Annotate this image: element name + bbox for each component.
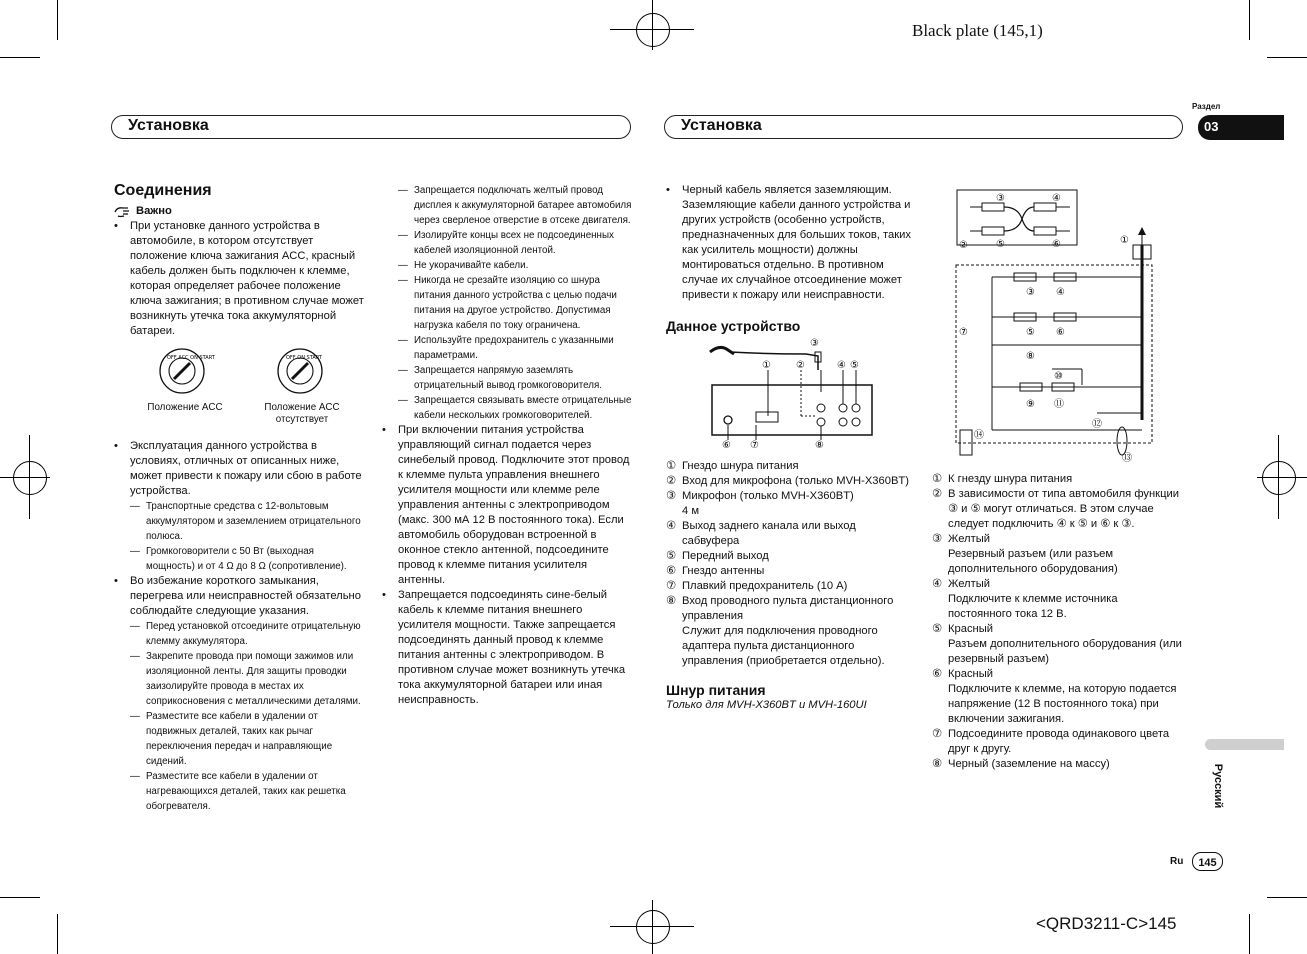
bullet-item: • При включении питания устройства управляющий сигнал подается через синебелый провод. Подключите этот провод к клемме пульта управления внешнего усилителя мощности или клемме реле управления антенны с электроприводом (макс. 300 мА 12 В постоянного тока). Если автомобиль оборудован встроенной в оконное стекло антенной, подсоедините провод к клемме питания усилителя антенны. xyxy=(382,424,630,586)
callout: ⑦ xyxy=(750,440,759,451)
column-4 xyxy=(932,472,1182,772)
crop-mark xyxy=(610,926,694,927)
registration-mark xyxy=(1262,461,1296,495)
callout: ⑨ xyxy=(1026,399,1035,410)
callout: ③ xyxy=(996,193,1005,204)
list-item: ⑧ Вход проводного пульта дистанционного управления xyxy=(666,595,894,622)
unit-item-list xyxy=(666,459,916,669)
bullet-item: • Эксплуатация данного устройства в условиях, отличных от описанных ниже, может привести к пожару или сбою в работе устройства. xyxy=(114,440,362,497)
unit-title: Данное устройство xyxy=(666,318,801,334)
list-item: ① Гнездо шнура питания xyxy=(666,460,799,472)
callout: ③ xyxy=(810,338,819,349)
page-number-badge xyxy=(1192,852,1223,871)
list-item: ④ Выход заднего канала или выход сабвуфера xyxy=(666,520,856,547)
crop-mark xyxy=(57,914,58,954)
connections-title: Соединения xyxy=(114,182,212,199)
language-tab-bar xyxy=(1205,739,1284,750)
list-item: ① К гнезду шнура питания xyxy=(932,473,1073,485)
list-item-note: Разъем дополнительного оборудования (или резервный разъем) xyxy=(948,638,1182,665)
callout: ⑧ xyxy=(815,440,824,451)
power-cord-note: Только для MVH-X360BT и MVH-160UI xyxy=(666,699,867,711)
list-item: ⑦ Подсоедините провода одинакового цвета друг к другу. xyxy=(932,728,1170,755)
callout: ⑫ xyxy=(1092,419,1102,430)
header-right-title: Установка xyxy=(681,117,762,134)
dash-item: — Закрепите провода при помощи зажимов или изоляционной ленты. Для защиты проводки заизолируйте провода в местах их соприкосновения с металлическими деталями. xyxy=(130,651,361,707)
callout: ① xyxy=(762,360,771,371)
list-item-note: Служит для подключения проводного адаптера пульта дистанционного управления (приобретается отдельно). xyxy=(682,625,885,667)
ignition-no-acc-icon xyxy=(276,347,324,395)
ignition-images xyxy=(114,347,364,439)
callout: ④ xyxy=(1052,193,1061,204)
list-item: ③ Микрофон (только MVH-X360BT) xyxy=(666,490,854,502)
list-item: ⑤ Красный xyxy=(932,623,994,635)
important-note: Важно xyxy=(114,204,364,219)
callout: ⑤ xyxy=(1026,327,1035,338)
callout: ⑥ xyxy=(1052,239,1061,250)
bullet-item: • Запрещается подсоединять сине-белый кабель к клемме питания внешнего усилителя мощности. Также запрещается подсоединять данный провод к клемме питания антенны с электроприводом. В противном случае может возникнуть утечка тока аккумуляторной батареи или иная неисправность. xyxy=(382,589,626,706)
header-right xyxy=(664,115,1183,139)
callout: ⑤ xyxy=(996,239,1005,250)
list-item: ② Вход для микрофона (только MVH-X360BT) xyxy=(666,475,909,487)
bullet-item: • Во избежание короткого замыкания, перегрева или неисправностей обязательно соблюдайте следующие указания. xyxy=(114,575,361,617)
section-label: Раздел xyxy=(1192,102,1221,111)
callout: ④ xyxy=(837,360,846,371)
column-3 xyxy=(666,183,916,713)
bullet-item: • Черный кабель является заземляющим. Заземляющие кабели данного устройства и других устройств (особенно устройств, предназначенных для больших токов, таких как усилитель мощности) должны монтироваться отдельно. В противном случае их случайное отсоединение может привести к пожару или неисправности. xyxy=(666,184,911,301)
list-item: ⑦ Плавкий предохранитель (10 А) xyxy=(666,580,848,592)
crop-mark xyxy=(1267,57,1307,58)
column-1 xyxy=(114,183,364,814)
list-item-note: Резервный разъем (или разъем дополнительного оборудования) xyxy=(948,548,1118,575)
section-number-tab xyxy=(1198,115,1284,140)
page-lang: Ru xyxy=(1170,856,1184,867)
list-item: ⑥ Гнездо антенны xyxy=(666,565,765,577)
header-left xyxy=(111,115,631,139)
callout: ② xyxy=(796,360,805,371)
crop-mark xyxy=(610,29,694,30)
list-item: ⑥ Красный xyxy=(932,668,994,680)
callout: ③ xyxy=(1026,287,1035,298)
crop-mark xyxy=(0,57,40,58)
caption-acc: Положение ACC xyxy=(147,402,223,413)
crop-mark xyxy=(1249,914,1250,954)
caption-no-acc: Положение ACC отсутствует xyxy=(264,402,340,425)
dash-item: — Изолируйте концы всех не подсоединенных кабелей изоляционной лентой. xyxy=(398,230,614,256)
crop-mark xyxy=(0,897,40,898)
callout: ⑬ xyxy=(1122,453,1132,464)
callout: ⑤ xyxy=(850,360,859,371)
dash-item: — Транспортные средства с 12-вольтовым аккумулятором и заземлением отрицательного полюса. xyxy=(130,501,361,542)
list-item-note: 4 м xyxy=(682,505,700,517)
svg-text:OFF ON START: OFF ON START xyxy=(286,355,322,361)
list-item: ③ Желтый xyxy=(932,533,990,545)
hand-icon xyxy=(114,206,132,218)
dash-item: — Перед установкой отсоедините отрицательную клемму аккумулятора. xyxy=(130,621,361,647)
svg-text:OFF ACC ON START: OFF ACC ON START xyxy=(167,355,215,361)
list-item: ⑧ Черный (заземление на массу) xyxy=(932,758,1110,770)
dash-item: — Разместите все кабели в удалении от нагревающихся деталей, таких как решетка обогревателя. xyxy=(130,771,346,812)
callout: ④ xyxy=(1056,287,1065,298)
list-item-note: Подключите к клемме источника постоянного тока 12 В. xyxy=(948,593,1118,620)
header-left-title: Установка xyxy=(128,117,209,134)
callout: ⑥ xyxy=(722,440,731,451)
column-2 xyxy=(382,183,632,708)
callout: ⑧ xyxy=(1026,351,1035,362)
callout: ⑭ xyxy=(974,430,984,441)
dash-item: — Разместите все кабели в удалении от подвижных деталей, таких как рычаг переключения передач и направляющие сидений. xyxy=(130,711,333,767)
ignition-acc-icon xyxy=(158,347,215,395)
callout: ⑩ xyxy=(1054,371,1063,382)
power-cord-diagram xyxy=(952,185,1162,465)
callout: ⑥ xyxy=(1056,327,1065,338)
callout: ⑪ xyxy=(1054,399,1064,410)
bullet-item: • При установке данного устройства в автомобиле, в котором отсутствует положение ключа зажигания ACC, красный кабель должен быть подключен к клемме, которая определяет рабочее положение ключа зажигания; в противном случае может возникнуть утечка тока аккумуляторной батареи. xyxy=(114,220,364,337)
dash-item: — Запрещается подключать желтый провод дисплея к аккумуляторной батарее автомобиля через сверленое отверстие в отсеке двигателя. xyxy=(398,185,632,226)
side-language-label: Русский xyxy=(1212,763,1224,809)
dash-item: — Запрещается напрямую заземлять отрицательный вывод громкоговорителя. xyxy=(398,365,603,391)
power-cord-title: Шнур питания xyxy=(666,682,766,698)
callout: ① xyxy=(1120,235,1129,246)
registration-mark xyxy=(636,13,670,47)
dash-item: — Громкоговорители с 50 Вт (выходная мощность) и от 4 Ω до 8 Ω (сопротивление). xyxy=(130,546,347,572)
list-item: ⑤ Передний выход xyxy=(666,550,769,562)
dash-item: — Используйте предохранитель с указанными параметрами. xyxy=(398,335,614,361)
crop-mark xyxy=(57,0,58,40)
crop-mark xyxy=(0,477,50,478)
unit-rear-panel-diagram xyxy=(706,340,876,450)
dash-item: — Не укорачивайте кабели. xyxy=(398,260,529,271)
crop-mark xyxy=(1249,0,1250,40)
list-item-note: Подключите к клемме, на которую подается напряжение (12 В постоянного тока) при включении зажигания. xyxy=(948,683,1177,725)
plate-label: Black plate (145,1) xyxy=(912,21,1043,40)
dash-item: — Запрещается связывать вместе отрицательные кабели нескольких громкоговорителей. xyxy=(398,395,632,421)
crop-mark xyxy=(652,900,653,954)
crop-mark xyxy=(1267,897,1307,898)
registration-mark xyxy=(636,910,670,944)
crop-mark xyxy=(652,0,653,50)
crop-mark xyxy=(1257,477,1307,478)
page-number: 145 xyxy=(1198,857,1217,869)
callout: ⑦ xyxy=(959,327,968,338)
section-number: 03 xyxy=(1204,119,1219,134)
dash-item: — Никогда не срезайте изоляцию со шнура питания данного устройства с целью подачи питания на другое устройство. Допустимая нагрузка кабеля по току ограничена. xyxy=(398,275,617,331)
list-item: ② В зависимости от типа автомобиля функции ③ и ⑤ могут отличаться. В этом случае следует подключить ④ к ⑤ и ⑥ к ③. xyxy=(932,488,1179,530)
list-item: ④ Желтый xyxy=(932,578,990,590)
footer-code: <QRD3211-C>145 xyxy=(1036,914,1177,933)
registration-mark xyxy=(13,461,47,495)
callout: ② xyxy=(959,240,968,251)
